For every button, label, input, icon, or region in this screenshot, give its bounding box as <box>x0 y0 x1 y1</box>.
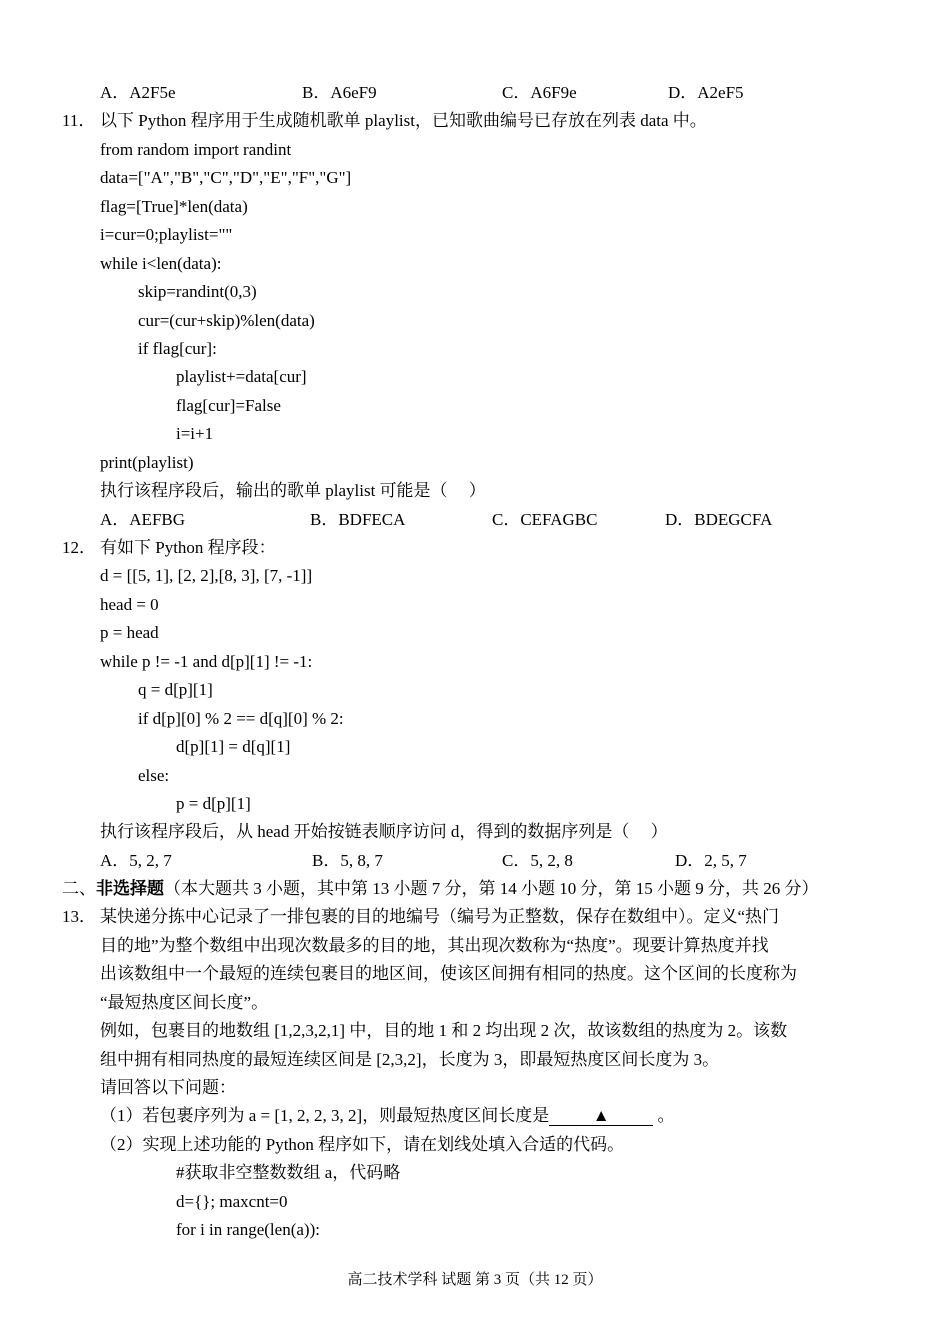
q11-option-a: A．AEFBG <box>100 510 186 529</box>
q12-option-c: C．5, 2, 8 <box>502 851 573 870</box>
q12-stem: 有如下 Python 程序段： <box>100 538 276 557</box>
q11-option-b: B．BDFECA <box>310 510 406 529</box>
q11-option-d: D．BDEGCFA <box>665 510 773 529</box>
q13-sub1-text: （1）若包裹序列为 a = [1, 2, 2, 3, 2]，则最短热度区间长度是 <box>100 1106 550 1125</box>
q11-code-line: flag[cur]=False <box>176 396 281 415</box>
q10-option-c: C．A6F9e <box>502 83 577 102</box>
q12-option-a: A．5, 2, 7 <box>100 851 172 870</box>
q10-option-b: B．A6eF9 <box>302 83 377 102</box>
q13-subquestion-2: （2）实现上述功能的 Python 程序如下，请在划线处填入合适的代码。 <box>100 1135 625 1154</box>
q13-paragraph-line: 出该数组中一个最短的连续包裹目的地区间，使该区间拥有相同的热度。这个区间的长度称为 <box>100 964 797 983</box>
q12-code-line: d[p][1] = d[q][1] <box>176 737 291 756</box>
q13-code-line: d={}; maxcnt=0 <box>176 1192 288 1211</box>
q11-stem: 以下 Python 程序用于生成随机歌单 playlist，已知歌曲编号已存放在列表 data 中。 <box>100 111 707 130</box>
q12-code-line: else: <box>138 766 170 785</box>
q12-code-line: q = d[p][1] <box>138 680 213 699</box>
q11-code-line: flag=[True]*len(data) <box>100 197 248 216</box>
q11-code-line: data=["A","B","C","D","E","F","G"] <box>100 168 352 187</box>
q12-option-d: D．2, 5, 7 <box>675 851 747 870</box>
q11-code-line: while i<len(data): <box>100 254 222 273</box>
q13-paragraph-line: 某快递分拣中心记录了一排包裹的目的地编号（编号为正整数，保存在数组中）。定义“热门 <box>100 907 780 926</box>
section-prefix: 二、 <box>62 879 96 898</box>
q12-option-b: B．5, 8, 7 <box>312 851 383 870</box>
q13-sub1-end: 。 <box>653 1106 675 1125</box>
q11-code-line: if flag[cur]: <box>138 339 217 358</box>
q13-number: 13． <box>62 907 96 926</box>
q12-question: 执行该程序段后，从 head 开始按链表顺序访问 d，得到的数据序列是（ ） <box>100 822 668 841</box>
q12-code-line: head = 0 <box>100 595 159 614</box>
q12-code-line: if d[p][0] % 2 == d[q][0] % 2: <box>138 709 344 728</box>
q13-code-line: for i in range(len(a)): <box>176 1220 320 1239</box>
section-description: （本大题共 3 小题，其中第 13 小题 7 分，第 14 小题 10 分，第 15 小题 9 分，共 26 分） <box>164 879 819 898</box>
q13-subquestion-1 <box>100 1105 674 1127</box>
q11-number: 11． <box>62 111 96 130</box>
q11-code-line: print(playlist) <box>100 453 194 472</box>
q11-code-line: from random import randint <box>100 140 292 159</box>
q11-code-line: i=cur=0;playlist="" <box>100 225 233 244</box>
section-title: 非选择题 <box>96 879 164 898</box>
q10-option-d: D．A2eF5 <box>668 83 744 102</box>
q13-prompt: 请回答以下问题： <box>100 1078 236 1097</box>
q11-code-line: skip=randint(0,3) <box>138 282 257 301</box>
q12-code-line: while p != -1 and d[p][1] != -1: <box>100 652 313 671</box>
page-footer: 高二技术学科 试题 第 3 页（共 12 页） <box>347 1272 603 1288</box>
q12-code-line: p = head <box>100 623 159 642</box>
q11-option-c: C．CEFAGBC <box>492 510 598 529</box>
q12-code-line: p = d[p][1] <box>176 794 251 813</box>
q13-paragraph-line: “最短热度区间长度”。 <box>100 993 269 1012</box>
q13-code-line: #获取非空整数数组 a，代码略 <box>176 1163 401 1182</box>
q13-example-line: 例如，包裹目的地数组 [1,2,3,2,1] 中，目的地 1 和 2 均出现 2 次，故该数组的热度为 2。该数 <box>100 1021 788 1040</box>
q11-code-line: cur=(cur+skip)%len(data) <box>138 311 315 330</box>
q10-option-a: A．A2F5e <box>100 83 176 102</box>
q13-paragraph-line: 目的地”为整个数组中出现次数最多的目的地，其出现次数称为“热度”。现要计算热度并找 <box>100 936 769 955</box>
q12-number: 12． <box>62 538 96 557</box>
q12-code-line: d = [[5, 1], [2, 2],[8, 3], [7, -1]] <box>100 566 313 585</box>
q11-question: 执行该程序段后，输出的歌单 playlist 可能是（ ） <box>100 481 486 500</box>
answer-blank[interactable]: ▲ <box>549 1107 653 1126</box>
q11-code-line: i=i+1 <box>176 424 214 443</box>
section-heading <box>62 878 819 900</box>
q11-code-line: playlist+=data[cur] <box>176 367 307 386</box>
q13-example-line: 组中拥有相同热度的最短连续区间是 [2,3,2]，长度为 3，即最短热度区间长度为 3。 <box>100 1050 720 1069</box>
